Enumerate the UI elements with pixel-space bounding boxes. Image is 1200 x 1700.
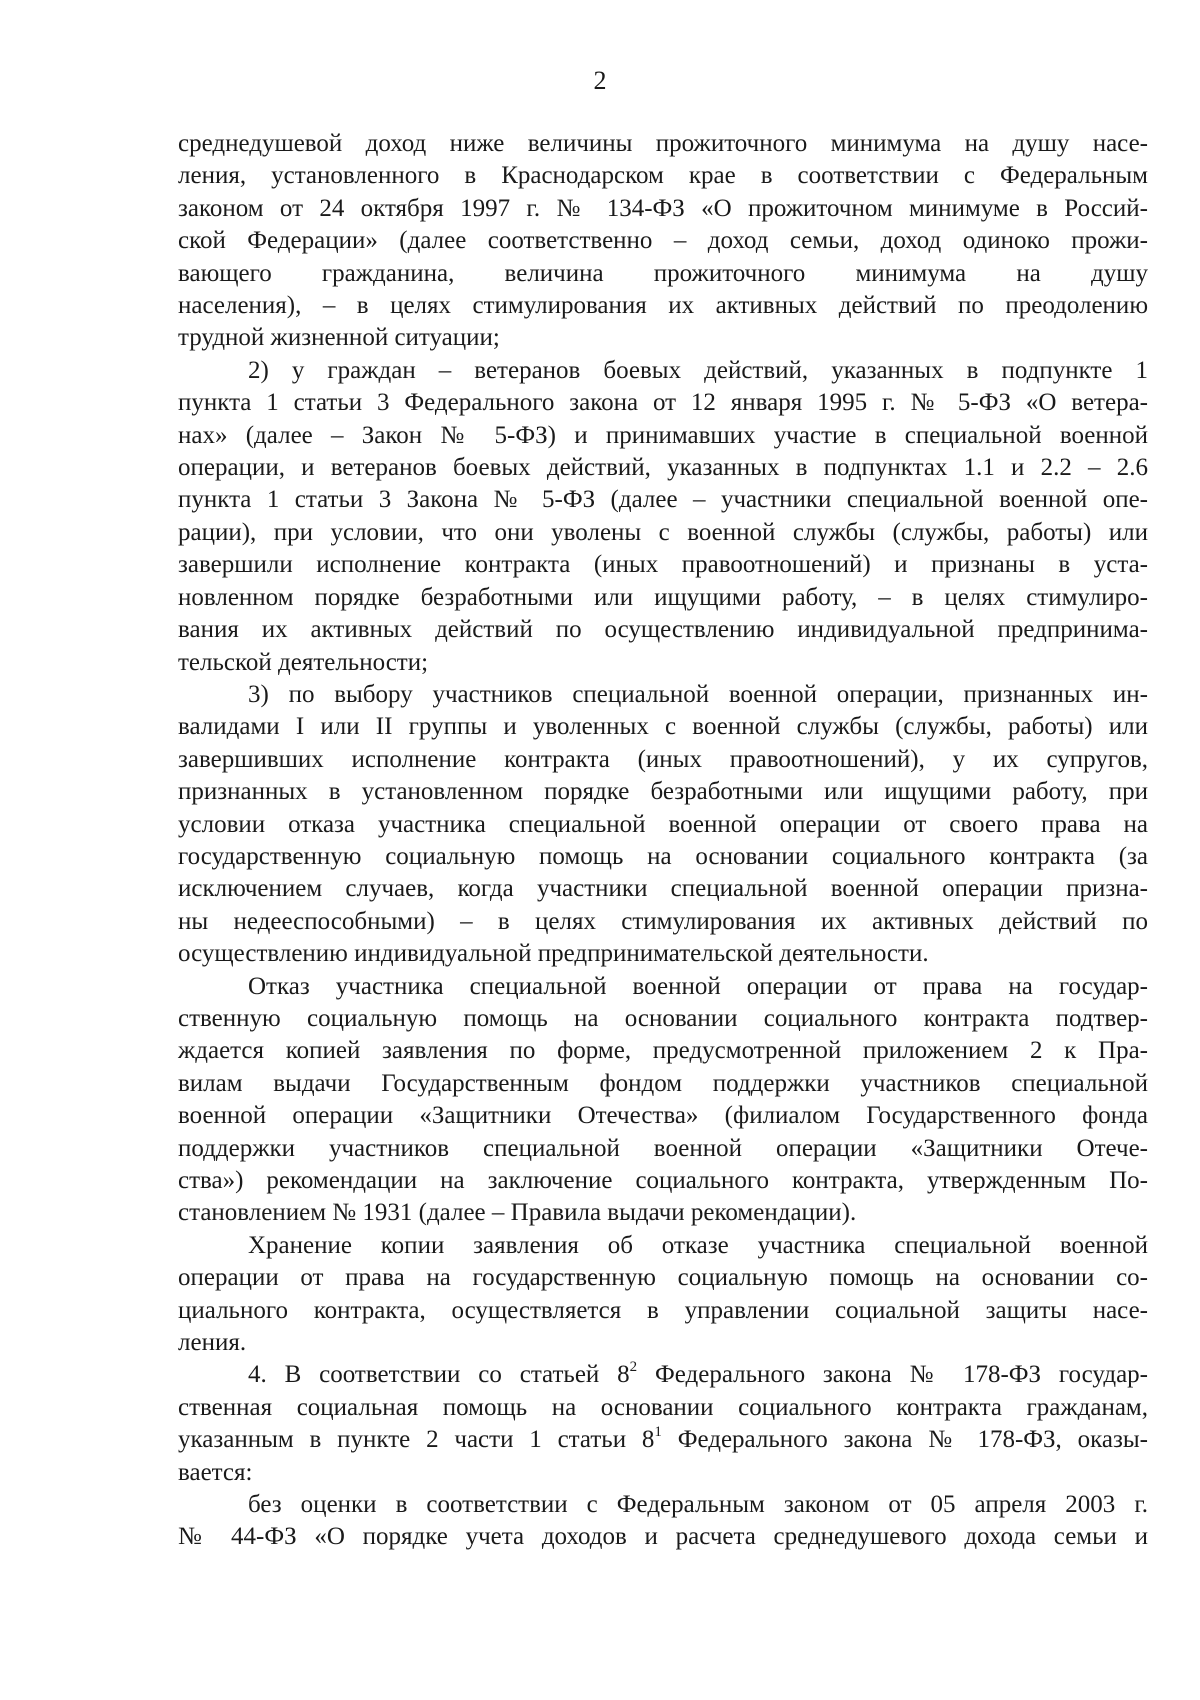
superscript: 1 xyxy=(654,1423,662,1440)
text-line: 2) у граждан – ветеранов боевых действий, указанных в подпункте 1 xyxy=(248,356,1148,384)
text-line: осуществлению индивидуальной предпринимательской деятельности. xyxy=(178,940,929,968)
text-line: ской Федерации» (далее соответственно – доход семьи, доход одиноко прожи- xyxy=(178,227,1148,255)
paragraph xyxy=(178,971,1148,1230)
text-line: пункта 1 статьи 3 Федерального закона от 12 января 1995 г. № 5-ФЗ «О ветера- xyxy=(178,389,1148,417)
text-line: признанных в установленном порядке безработными или ищущими работу, при xyxy=(178,778,1148,806)
text-line: ны недееспособными) – в целях стимулирования их активных действий по xyxy=(178,907,1148,935)
text-line: операции от права на государственную социальную помощь на основании со- xyxy=(178,1264,1148,1292)
text-line: среднедушевой доход ниже величины прожиточного минимума на душу насе- xyxy=(178,130,1148,157)
text-line: трудной жизненной ситуации; xyxy=(178,324,500,352)
text-line: вающего гражданина, величина прожиточного минимума на душу xyxy=(178,259,1148,287)
text-line: условии отказа участника специальной военной операции от своего права на xyxy=(178,810,1148,838)
text-line: населения), – в целях стимулирования их активных действий по преодолению xyxy=(178,292,1148,320)
text-line: циального контракта, осуществляется в управлении социальной защиты насе- xyxy=(178,1296,1148,1324)
text-line: ления. xyxy=(178,1329,247,1357)
text-line: ства») рекомендации на заключение социального контракта, утвержденным По- xyxy=(178,1167,1148,1194)
text-line: валидами I или II группы и уволенных с военной службы (службы, работы) или xyxy=(178,713,1148,741)
text-line: поддержки участников специальной военной операции «Защитники Отече- xyxy=(178,1134,1148,1162)
text-line: операции, и ветеранов боевых действий, указанных в подпунктах 1.1 и 2.2 – 2.6 xyxy=(178,454,1148,482)
paragraph-list xyxy=(178,128,1148,1359)
text-line: завершили исполнение контракта (иных правоотношений) и признаны в уста- xyxy=(178,551,1148,579)
paragraph-point-4 xyxy=(178,1359,1148,1489)
text-line: рации), при условии, что они уволены с военной службы (службы, работы) или xyxy=(178,518,1148,546)
text-line: вилам выдачи Государственным фондом поддержки участников специальной xyxy=(178,1069,1148,1097)
page-number: 2 xyxy=(593,66,607,95)
text-line: военной операции «Защитники Отечества» (филиалом Государственного фонда xyxy=(178,1102,1148,1130)
text-line: становлением № 1931 (далее – Правила выдачи рекомендации). xyxy=(178,1199,857,1227)
text-line: завершивших исполнение контракта (иных правоотношений), у их супругов, xyxy=(178,745,1148,773)
text-line: 3) по выбору участников специальной военной операции, признанных ин- xyxy=(248,680,1148,708)
paragraph-last xyxy=(178,1489,1148,1554)
superscript: 2 xyxy=(629,1359,638,1376)
paragraph xyxy=(178,355,1148,679)
text-line: ждается копией заявления по форме, предусмотренной приложением 2 к Пра- xyxy=(178,1037,1148,1065)
text-line: без оценки в соответствии с Федеральным законом от 05 апреля 2003 г. xyxy=(248,1491,1148,1519)
text-line: исключением случаев, когда участники специальной военной операции призна- xyxy=(178,875,1148,903)
text-line: вания их активных действий по осуществлению индивидуальной предпринима- xyxy=(178,616,1148,644)
text-line: ственная социальная помощь на основании социального контракта гражданам, xyxy=(178,1393,1148,1421)
text-line: Хранение копии заявления об отказе участника специальной военной xyxy=(248,1231,1148,1259)
text-line: государственную социальную помощь на основании социального контракта (за xyxy=(178,842,1148,870)
text-line: 4. В соответствии со статьей $8^2$ Федерального закона № 178-ФЗ государ- xyxy=(248,1359,1148,1389)
paragraph xyxy=(178,679,1148,971)
text-line: вается: xyxy=(178,1458,253,1486)
text-line: указанным в пункте 2 части 1 статьи $8^1$ Федерального закона № 178-ФЗ, оказы- xyxy=(178,1423,1148,1454)
text-line: тельской деятельности; xyxy=(178,648,429,676)
text-line: нах» (далее – Закон № 5-ФЗ) и принимавших участие в специальной военной xyxy=(178,421,1148,449)
text-line: законом от 24 октября 1997 г. № 134-ФЗ «О прожиточном минимуме в Россий- xyxy=(178,194,1148,222)
text-line: ления, установленного в Краснодарском крае в соответствии с Федеральным xyxy=(178,162,1148,190)
paragraph xyxy=(178,128,1148,355)
text-line: Отказ участника специальной военной операции от права на государ- xyxy=(248,972,1148,1000)
text-line: новленном порядке безработными или ищущими работу, – в целях стимулиро- xyxy=(178,583,1148,611)
text-line: № 44-ФЗ «О порядке учета доходов и расчета среднедушевого дохода семьи и xyxy=(178,1523,1148,1551)
text-line: ственную социальную помощь на основании социального контракта подтвер- xyxy=(178,1004,1148,1032)
paragraph xyxy=(178,1230,1148,1360)
text-line: пункта 1 статьи 3 Закона № 5-ФЗ (далее – участники специальной военной опе- xyxy=(178,486,1148,514)
document-body xyxy=(178,128,1148,1554)
